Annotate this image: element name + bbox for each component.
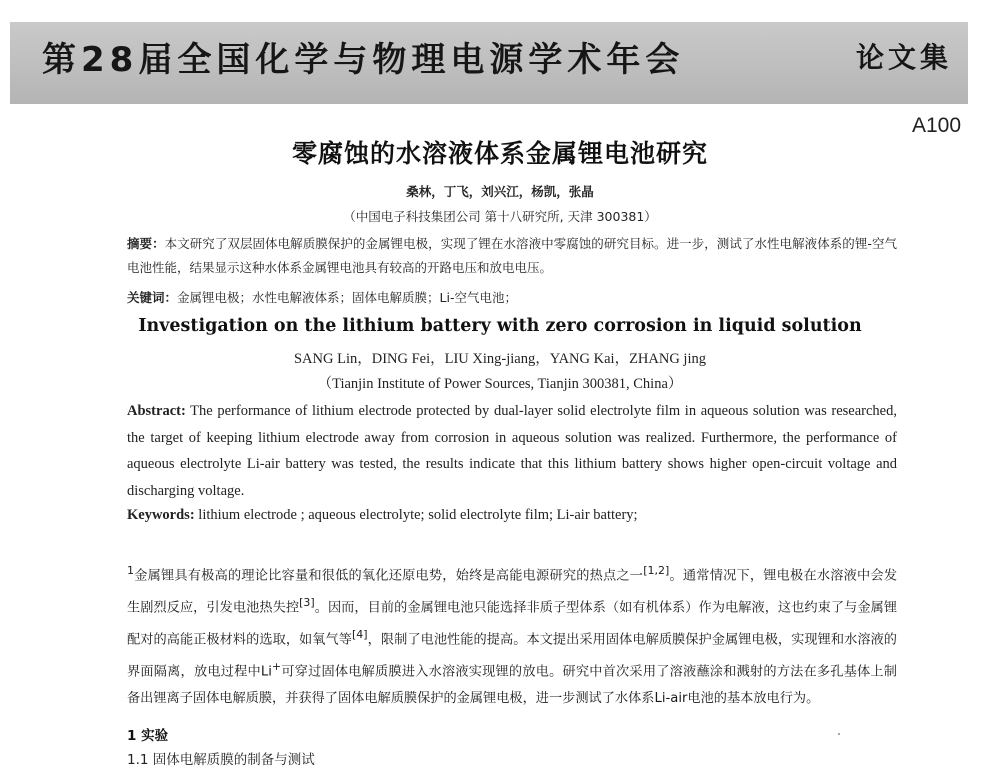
affiliation-en: （Tianjin Institute of Power Sources, Tianjin 300381, China） (317, 376, 683, 392)
abstract-en-text: The performance of lithium electrode protected by dual-layer solid electrolyte film in aqueous solution was researched, the target of keeping lithium electrode away from corrosion in aqueous solution was realized. Furthermore, the performance of aqueous electrolyte Li-air battery was tested, the results indicate that this lithium battery shows higher open-circuit voltage and discharging voltage. (127, 403, 897, 499)
abstract-en (127, 398, 897, 504)
section-heading-experiment: 1 实验 (127, 728, 169, 744)
keywords-zh-label: 关键词： (127, 290, 178, 305)
li-ion-plus: + (271, 660, 282, 674)
abstract-zh-label: 摘要： (127, 236, 165, 251)
page-code: A100 (912, 114, 962, 137)
keywords-en-label: Keywords: (127, 507, 195, 523)
collection-label: 论文集 (855, 41, 952, 74)
affiliation-zh: （中国电子科技集团公司 第十八研究所, 天津 300381） (343, 209, 657, 224)
paragraph-marker: 1 (127, 564, 134, 577)
keywords-en-text: lithium electrode ; aqueous electrolyte; solid electrolyte film; Li-air battery; (198, 507, 638, 523)
intro-text-e: 可穿过固体电解质膜进入水溶液实现锂的放电。研究中首次采用了溶液蘸涂和溅射的方法在多孔基体上制备出锂离子固体电解质膜，并获得了固体电解质膜保护的金属锂电极，进一步测试了水体系Li-air电池的基本放电行为。 (127, 664, 897, 707)
conference-banner (10, 22, 968, 104)
intro-text-a: 金属锂具有极高的理论比容量和很低的氧化还原电势，始终是高能电源研究的热点之一 (134, 568, 644, 584)
abstract-en-label: Abstract: (127, 403, 186, 419)
abstract-zh (127, 232, 897, 280)
keywords-zh (127, 288, 897, 306)
scan-speck (838, 733, 840, 735)
citation-3: [3] (299, 596, 315, 610)
intro-text-b: 。通常情况下，锂电极在水溶液中会发生剧烈反应，引发电池热失控 (127, 568, 898, 616)
citation-4: [4] (352, 628, 368, 642)
intro-paragraph (127, 558, 897, 713)
paper-title-zh: 零腐蚀的水溶液体系金属锂电池研究 (291, 139, 708, 168)
intro-text-c: 。因而，目前的金属锂电池只能选择非质子型体系（如有机体系）作为电解液，这也约束了与金属锂配对的高能正极材料的选取，如氧气等 (127, 600, 898, 648)
authors-en: SANG Lin，DING Fei，LIU Xing-jiang，YANG Kai，ZHANG jing (293, 351, 706, 367)
keywords-en (127, 507, 897, 524)
subsection-heading: 1.1 固体电解质膜的制备与测试 (127, 752, 315, 768)
keywords-zh-text: 金属锂电极；水性电解液体系；固体电解质膜；Li-空气电池； (177, 290, 517, 305)
paper-title-en: Investigation on the lithium battery with zero corrosion in liquid solution (138, 316, 862, 336)
citation-1-2: [1,2] (643, 564, 670, 577)
abstract-zh-text: 本文研究了双层固体电解质膜保护的金属锂电极，实现了锂在水溶液中零腐蚀的研究目标。进一步，测试了水性电解液体系的锂-空气电池性能，结果显示这种水体系金属锂电池具有较高的开路电压和放电电压。 (127, 236, 897, 275)
intro-text-d: ，限制了电池性能的提高。本文提出采用固体电解质膜保护金属锂电极，实现锂和水溶液的界面隔离，放电过程中Li (127, 632, 897, 680)
authors-zh: 桑林，丁飞，刘兴江，杨凯，张晶 (406, 184, 594, 199)
conference-title: 第28届全国化学与物理电源学术年会 (42, 40, 685, 80)
